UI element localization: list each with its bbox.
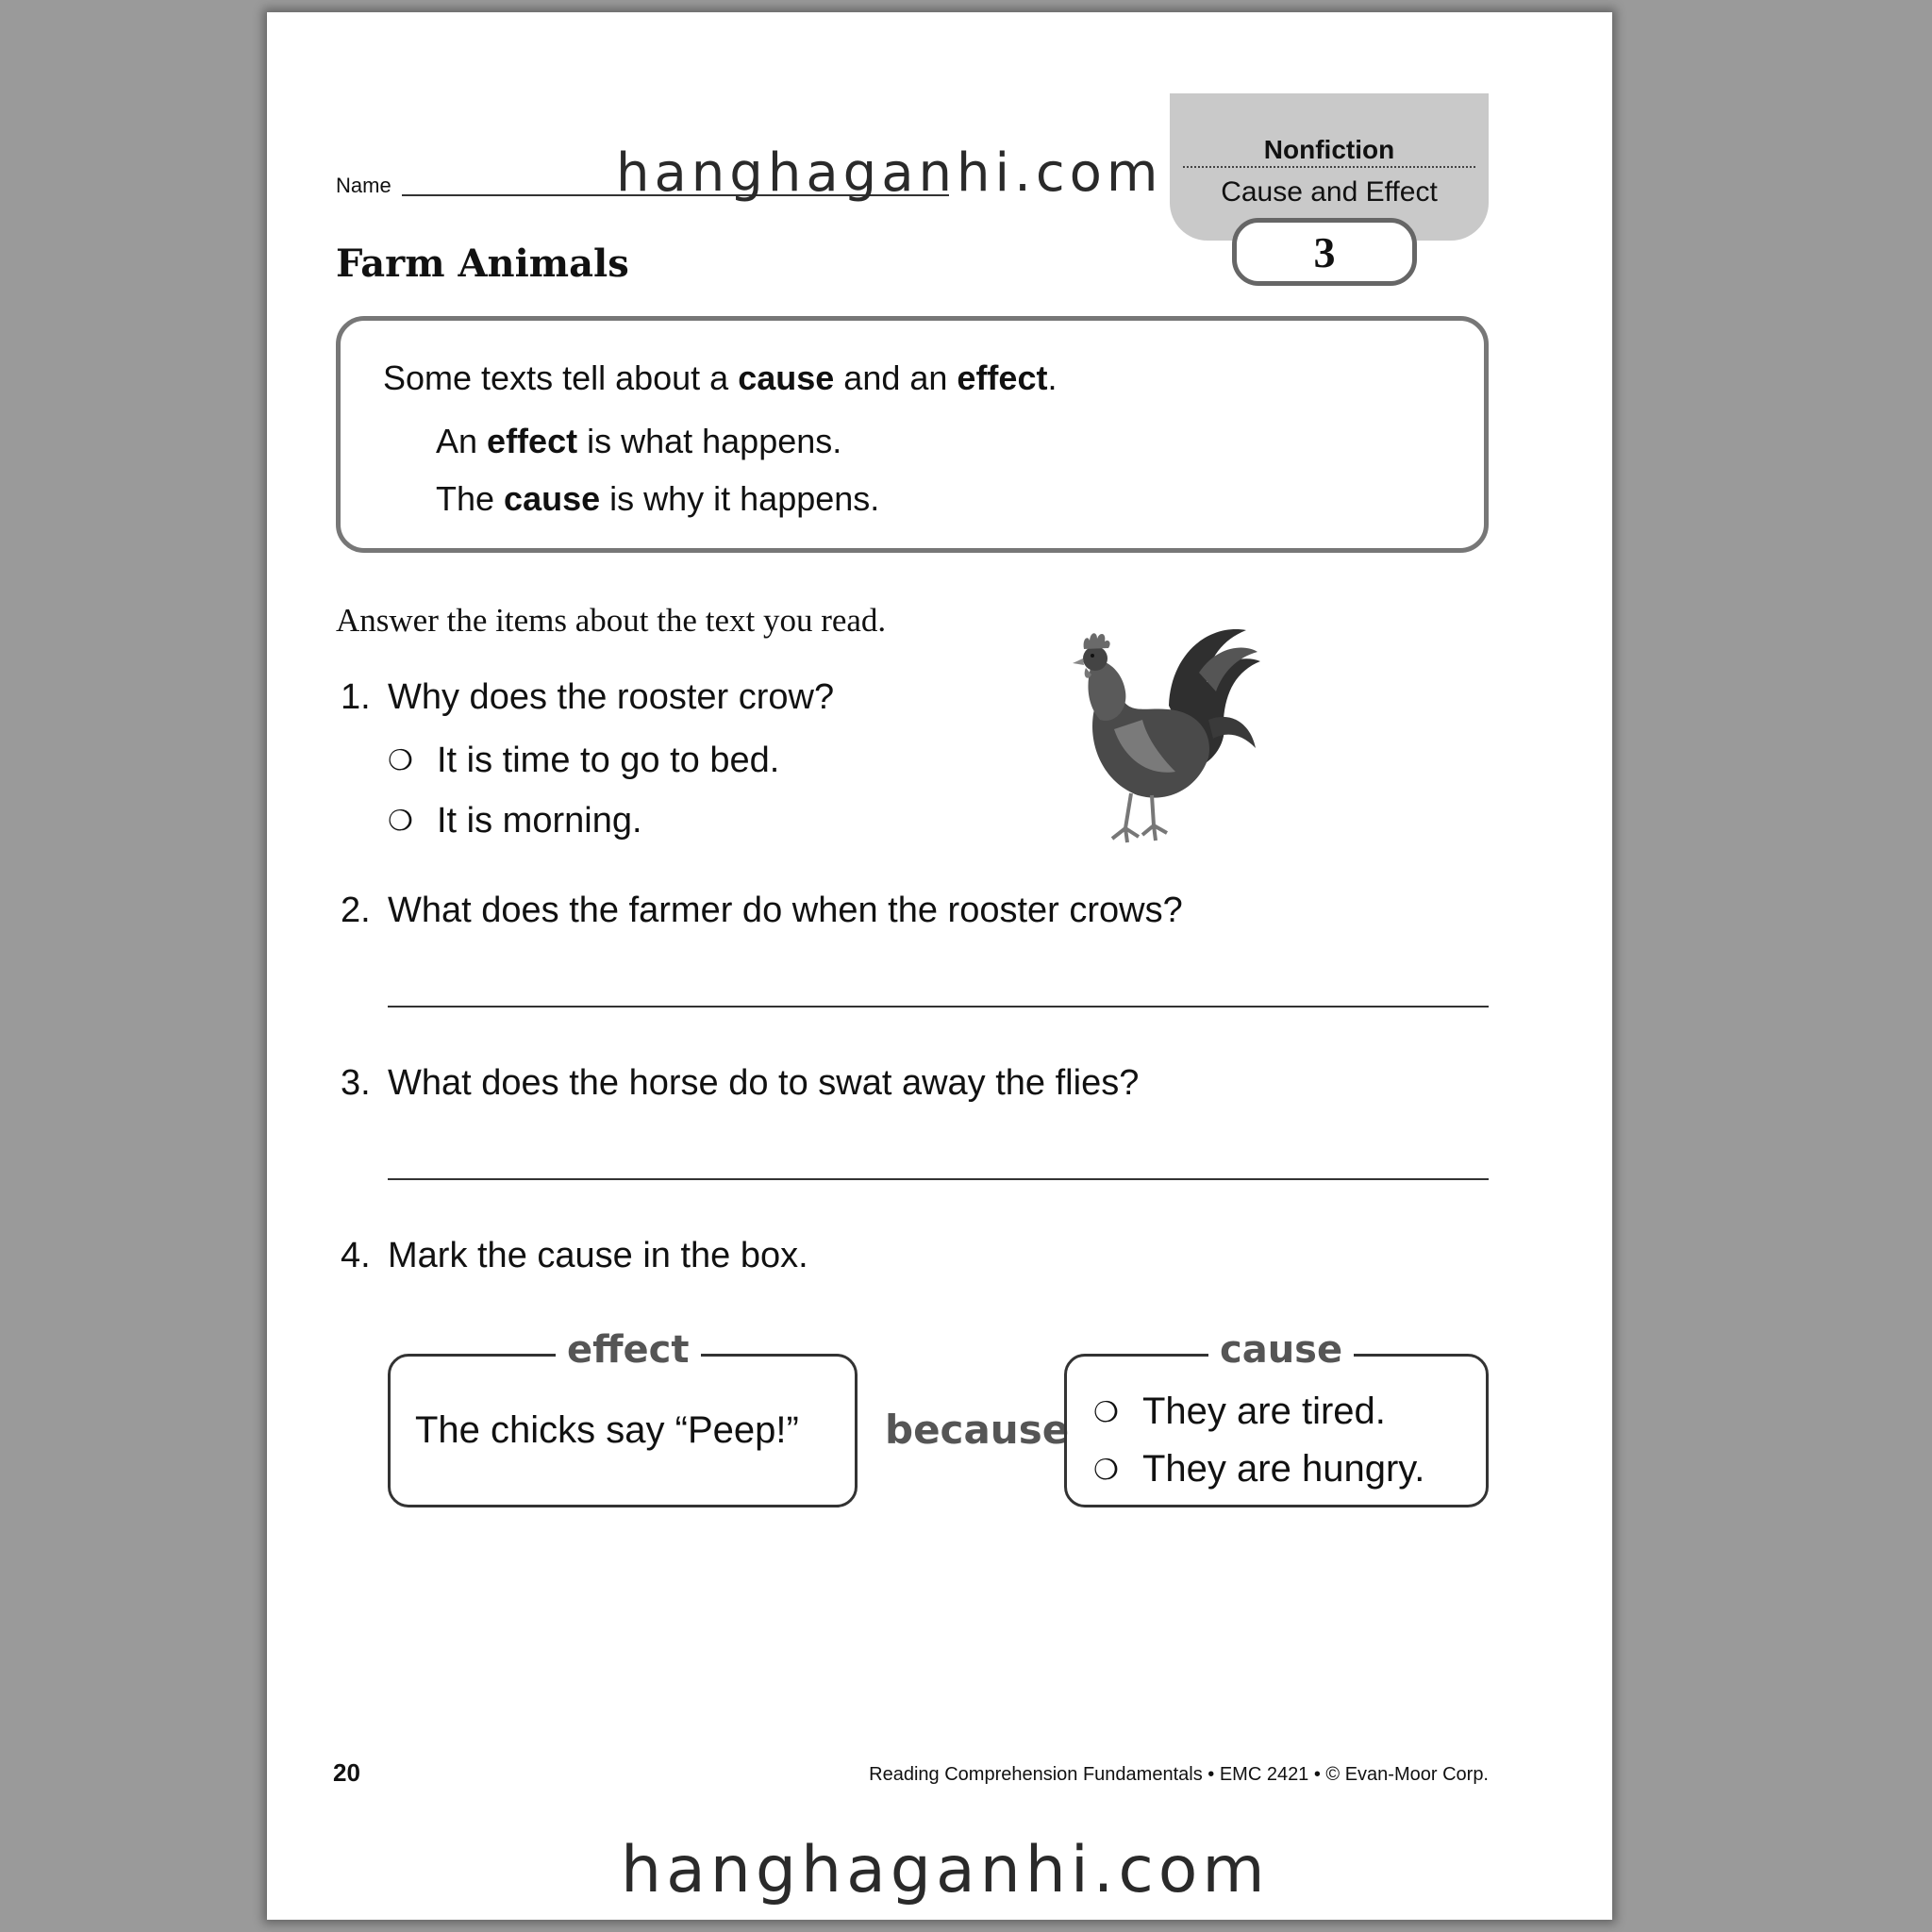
effect-text: The chicks say “Peep!”: [415, 1409, 799, 1451]
option-text: It is time to go to bed.: [437, 741, 780, 780]
radio-circle-icon[interactable]: ❍: [388, 806, 413, 837]
radio-circle-icon[interactable]: ❍: [388, 745, 413, 776]
intro-line-1: [383, 358, 1057, 398]
question-number: 3.: [341, 1063, 371, 1103]
cause-label: cause: [1208, 1328, 1354, 1372]
page-number: 20: [333, 1758, 360, 1787]
lesson-number-badge: [1232, 218, 1417, 286]
intro-text: is what happens.: [577, 422, 842, 460]
question-text: What does the horse do to swat away the flies?: [388, 1063, 1140, 1103]
intro-text: The: [436, 479, 505, 518]
answer-option[interactable]: [388, 801, 642, 841]
watermark-bottom: hanghaganhi.com: [621, 1833, 1270, 1907]
effect-box: [388, 1328, 858, 1507]
tab-subtitle: Cause and Effect: [1221, 176, 1438, 208]
cause-box: [1064, 1328, 1489, 1507]
question-1: [341, 677, 834, 718]
page-title: Farm Animals: [336, 242, 629, 286]
intro-bold-effect: effect: [957, 358, 1048, 397]
question-number: 4.: [341, 1236, 371, 1275]
question-text: Mark the cause in the box.: [388, 1236, 808, 1275]
intro-text: .: [1047, 358, 1058, 397]
intro-line-2: [436, 422, 841, 461]
footer-credit: Reading Comprehension Fundamentals • EMC 2421 • © Evan-Moor Corp.: [869, 1764, 1489, 1785]
intro-text: An: [436, 422, 488, 460]
option-text: They are hungry.: [1142, 1448, 1425, 1490]
intro-text: is why it happens.: [600, 479, 880, 518]
intro-bold-effect: effect: [487, 422, 578, 460]
intro-line-3: [436, 479, 879, 519]
radio-circle-icon[interactable]: ❍: [1093, 1455, 1119, 1486]
question-4: [341, 1236, 808, 1276]
name-label: Name: [336, 174, 391, 197]
lesson-number: 3: [1313, 227, 1336, 276]
cause-option[interactable]: [1093, 1391, 1386, 1433]
tab-title: Nonfiction: [1263, 135, 1395, 164]
question-number: 1.: [341, 677, 371, 717]
rooster-illustration: [1058, 616, 1265, 852]
question-number: 2.: [341, 891, 371, 930]
intro-text: Some texts tell about a: [383, 358, 739, 397]
intro-bold-cause: cause: [504, 479, 601, 518]
because-connector: because: [885, 1407, 1070, 1453]
answer-option[interactable]: [388, 741, 779, 781]
question-text: What does the farmer do when the rooster crows?: [388, 891, 1183, 930]
effect-label: effect: [556, 1328, 701, 1372]
answer-line[interactable]: [388, 1178, 1489, 1180]
question-text: Why does the rooster crow?: [388, 677, 835, 717]
radio-circle-icon[interactable]: ❍: [1093, 1397, 1119, 1428]
question-3: [341, 1063, 1139, 1104]
intro-bold-cause: cause: [738, 358, 835, 397]
instructions: Answer the items about the text you read.: [336, 602, 887, 639]
intro-text: and an: [834, 358, 958, 397]
intro-box: [336, 316, 1489, 553]
answer-line[interactable]: [388, 1006, 1489, 1008]
option-text: It is morning.: [437, 801, 642, 841]
tab-divider: [1183, 166, 1475, 168]
question-2: [341, 891, 1183, 931]
worksheet-page: [267, 12, 1612, 1920]
option-text: They are tired.: [1142, 1391, 1386, 1432]
cause-option[interactable]: [1093, 1448, 1424, 1491]
watermark-top: hanghaganhi.com: [616, 142, 1163, 204]
